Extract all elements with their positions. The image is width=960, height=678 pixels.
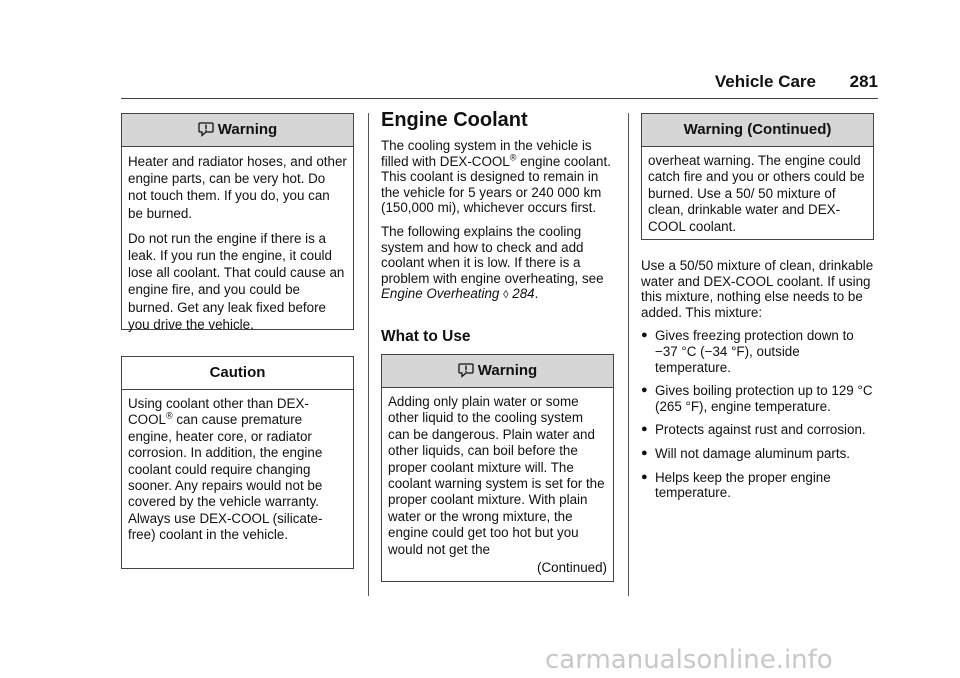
mixture-section <box>641 258 874 509</box>
warning-body <box>122 147 353 333</box>
registered-mark: ® <box>165 410 173 421</box>
caution-box-header <box>122 357 353 390</box>
period: . <box>534 286 539 302</box>
bullet-icon: ● <box>641 384 648 397</box>
warning-paragraph-1: Heater and radiator hoses, and other engine parts, can be very hot. Do not touch them. If you do, you can be burned. <box>128 154 347 221</box>
column-divider-2 <box>628 113 629 596</box>
warning-title: Warning <box>477 362 538 379</box>
header-rule <box>121 98 878 99</box>
warning-icon <box>198 117 214 149</box>
warning-continued-box <box>641 113 874 240</box>
bullet-icon: ● <box>641 329 648 342</box>
bullet-text: Gives boiling protection up to 129 °C (265 °F), engine temperature. <box>655 383 873 414</box>
warning-box-header <box>122 114 353 147</box>
page-reference-arrow-icon: ◊ <box>503 289 509 302</box>
page-number: 281 <box>849 72 878 91</box>
warning-continued-header: Warning (Continued) <box>642 114 873 147</box>
warning-title: Warning <box>217 121 278 138</box>
caution-title: Caution <box>209 364 266 381</box>
column-divider-1 <box>368 113 369 596</box>
coolant-para-1-rest: engine coolant. This coolant is designed to remain in the vehicle for 5 years or 240 000 km (150,000 mi), whichever occurs first. <box>381 153 611 216</box>
warning-box-header <box>382 355 613 388</box>
engine-coolant-heading: Engine Coolant <box>381 109 528 131</box>
caution-body <box>122 390 353 544</box>
warning-continued-text: overheat warning. The engine could catch fire and you or others could be burned. Use a 50/ 50 mixture of clean, drinkable water and DEX-COOL coolant. <box>648 153 865 234</box>
bullet-icon: ● <box>641 423 648 436</box>
warning-continued-body <box>642 147 873 235</box>
engine-overheating-page[interactable]: 284 <box>512 286 535 302</box>
registered-mark: ® <box>509 152 517 163</box>
warning-box-plain-water <box>381 354 614 582</box>
bullet-text: Helps keep the proper engine temperature. <box>655 469 831 501</box>
caution-text-rest: can cause premature engine, heater core, or radiator corrosion. In addition, the engine coolant could require changing sooner. Any repairs would not be covered by the vehicle warranty. Always use DEX-COOL (silicate-free) coolant in the vehicle. <box>128 412 323 543</box>
bullet-text: Protects against rust and corrosion. <box>655 422 866 438</box>
warning-icon <box>458 358 474 390</box>
list-item <box>641 446 874 462</box>
coolant-para-2: The following explains the cooling system and how to check and add coolant when it is low. If there is a problem with engine overheating, see <box>381 223 604 286</box>
section-title: Vehicle Care <box>714 72 816 91</box>
bullet-text: Gives freezing protection down to −37 °C (−34 °F), outside temperature. <box>655 328 854 375</box>
warning-paragraph-2: Do not run the engine if there is a leak. If you run the engine, it could lose all coolant. That could cause an engine fire, and you could be burned. Get any leak fixed before you drive the vehicle. <box>128 230 345 332</box>
list-item <box>641 422 874 438</box>
engine-coolant-text <box>381 138 619 312</box>
what-to-use-heading: What to Use <box>381 328 471 345</box>
bullet-icon: ● <box>641 446 648 459</box>
caution-box <box>121 356 354 569</box>
bullet-icon: ● <box>641 470 648 483</box>
warning-body <box>382 388 613 558</box>
mixture-intro: Use a 50/50 mixture of clean, drinkable water and DEX-COOL coolant. If using this mixture, nothing else needs to be added. This mixture: <box>641 258 874 320</box>
bullet-text: Will not damage aluminum parts. <box>655 445 850 461</box>
continued-label: (Continued) <box>537 560 607 576</box>
list-item <box>641 470 874 501</box>
warning-box-hot-parts <box>121 113 354 330</box>
list-item <box>641 328 874 375</box>
warning-text: Adding only plain water or some other liquid to the cooling system can be dangerous. Plain water and other liquids, can boil before the proper coolant mixture will. The coolant warning system is set for the proper coolant mixture. With plain water or the wrong mixture, the engine could get too hot but you would not get the <box>388 394 605 557</box>
caution-text-start: Using coolant other than DEX-COOL <box>128 396 309 428</box>
page-header <box>560 72 878 98</box>
watermark: carmanualsonline.info <box>545 645 833 675</box>
coolant-para-1-start: The cooling system in the vehicle is filled with DEX-COOL <box>381 138 592 169</box>
list-item <box>641 383 874 414</box>
engine-overheating-link[interactable]: Engine Overheating <box>381 286 500 302</box>
